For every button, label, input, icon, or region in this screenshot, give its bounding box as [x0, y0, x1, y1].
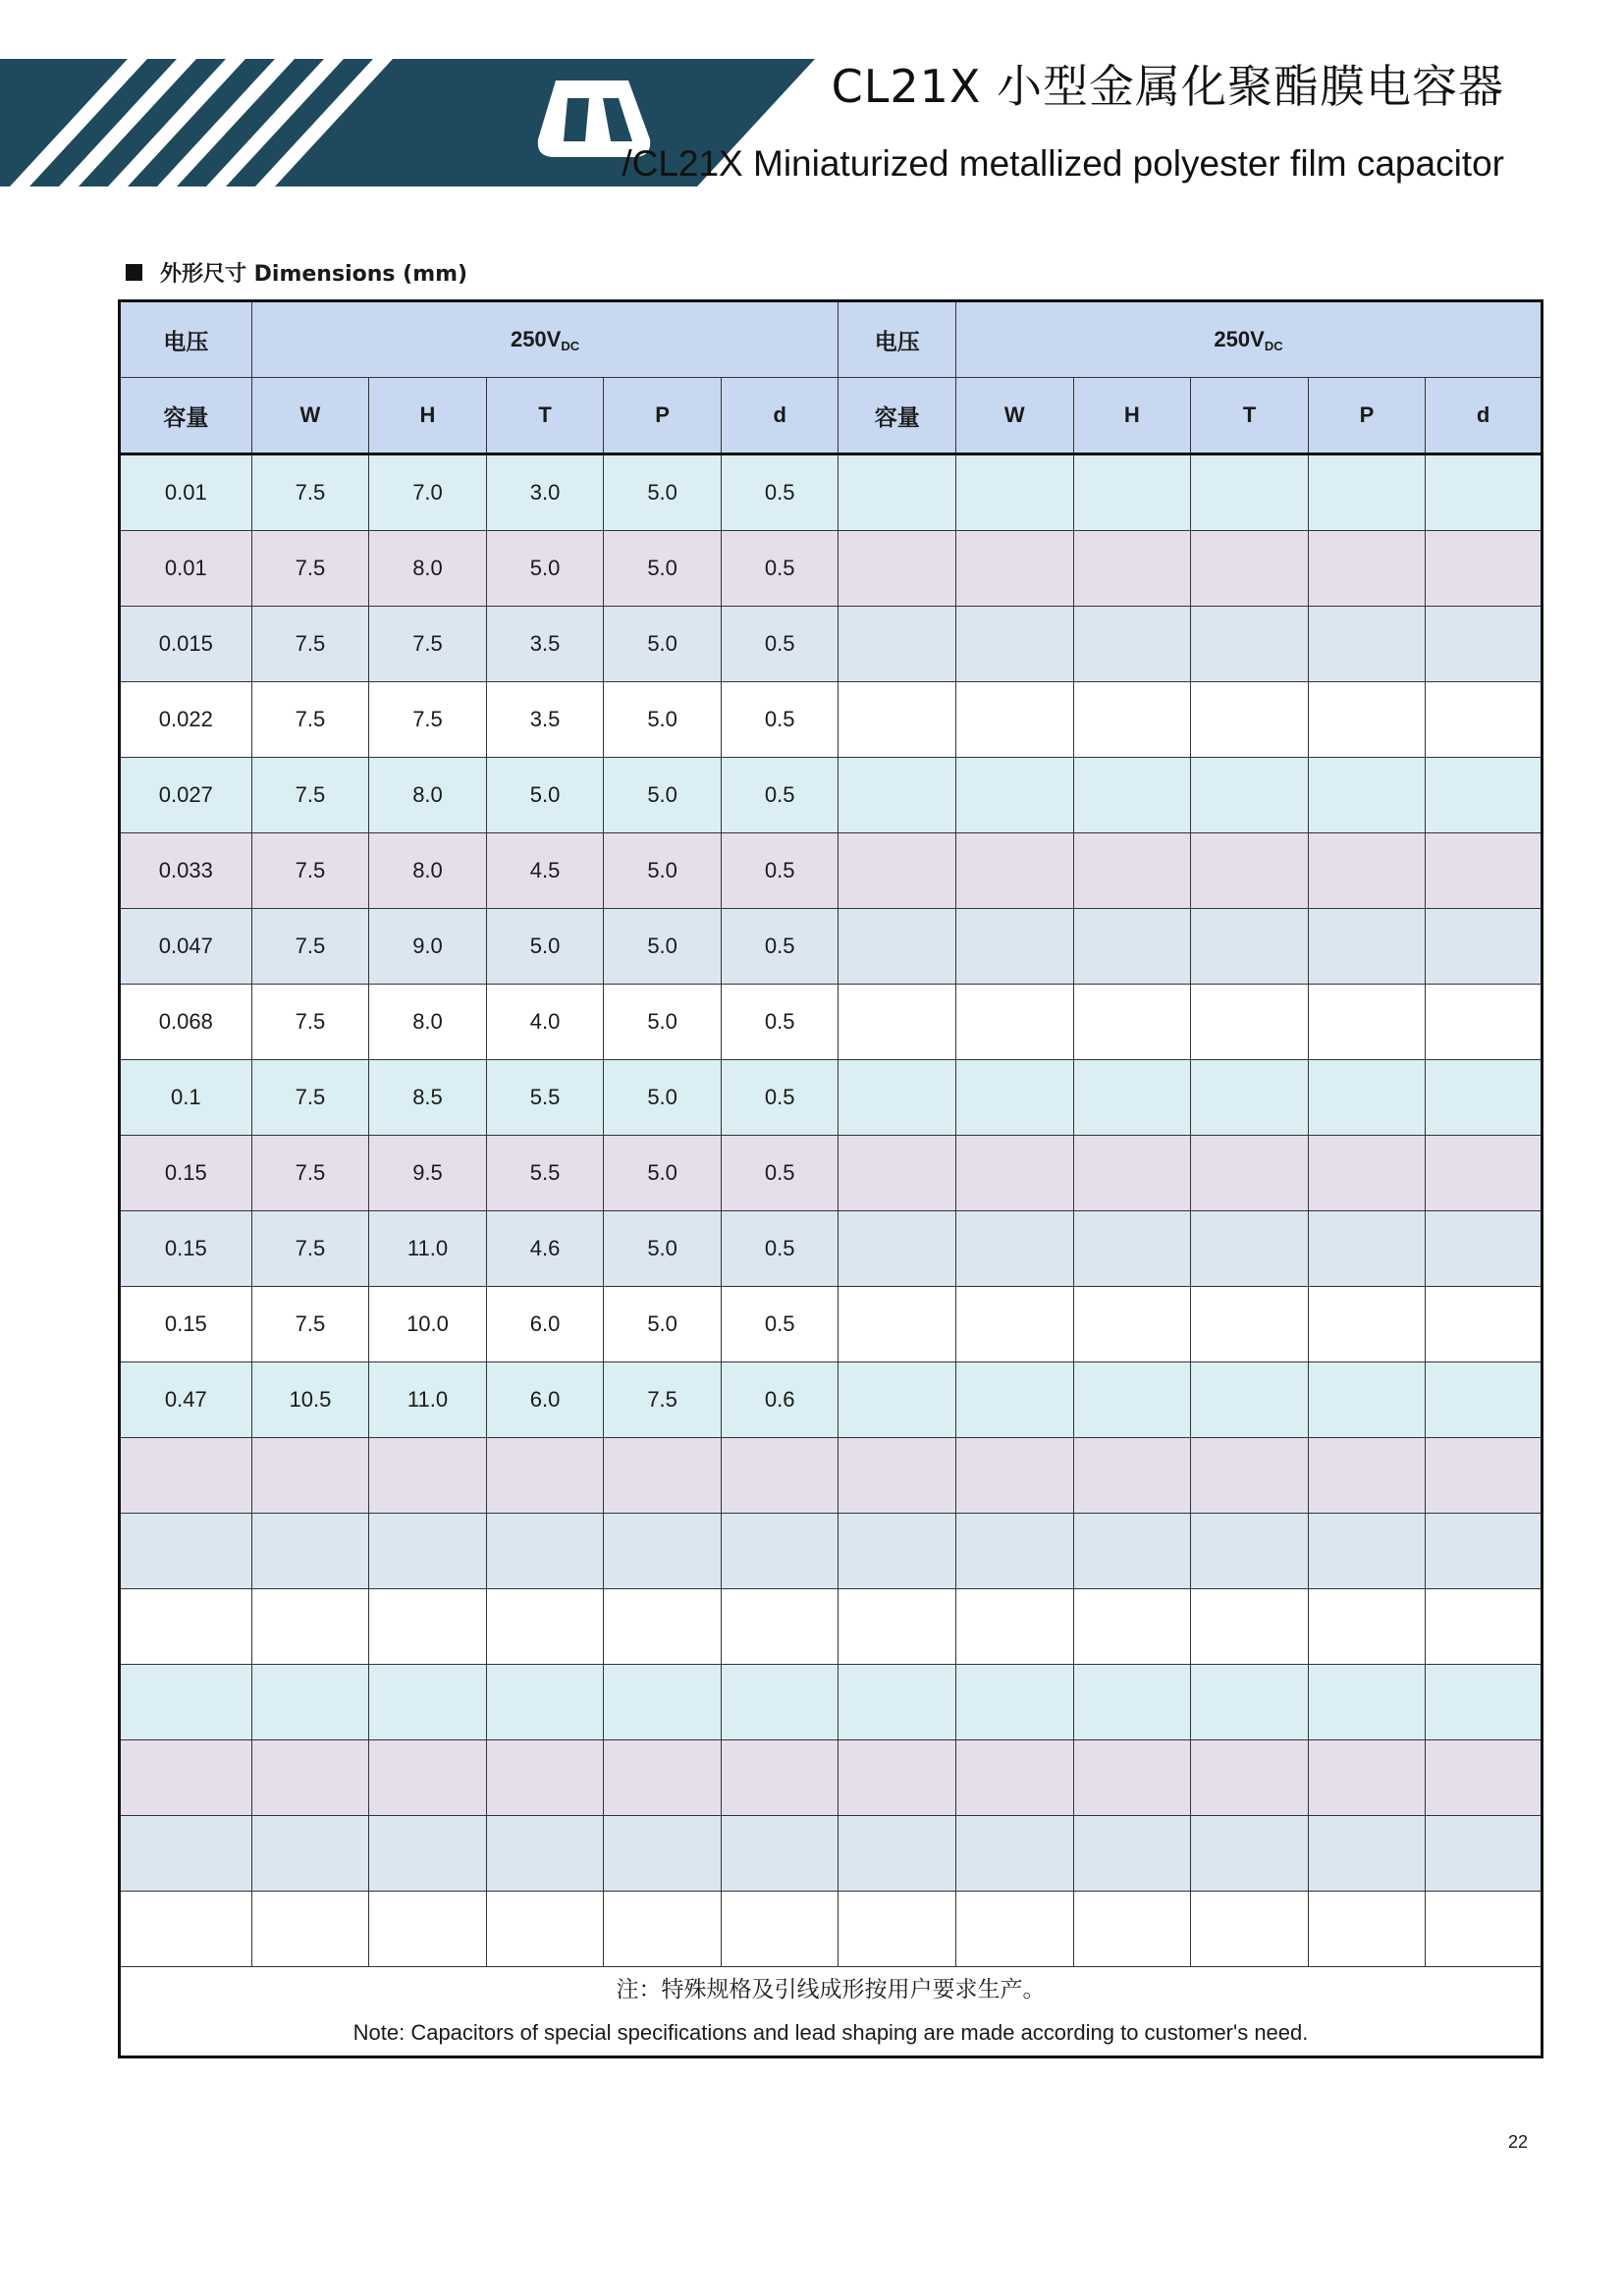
table-cell — [1073, 1287, 1191, 1362]
table-cell — [604, 1816, 722, 1892]
table-cell — [1073, 909, 1191, 985]
note-row — [120, 1967, 1543, 2057]
table-cell — [839, 1816, 956, 1892]
table-cell — [1426, 758, 1543, 833]
col-w-left: W — [251, 378, 369, 454]
table-cell: 7.5 — [251, 682, 369, 758]
table-cell: 8.0 — [369, 531, 487, 607]
table-cell — [721, 1514, 839, 1589]
table-cell — [839, 682, 956, 758]
table-cell — [1073, 454, 1191, 531]
table-cell — [956, 1438, 1074, 1514]
capacity-cell — [120, 1589, 252, 1665]
table-cell: 3.0 — [486, 454, 604, 531]
col-p-right: P — [1308, 378, 1426, 454]
table-cell: 5.5 — [486, 1136, 604, 1211]
col-t-left: T — [486, 378, 604, 454]
voltage-label-right: 电压 — [839, 301, 956, 378]
table-cell: 5.0 — [486, 531, 604, 607]
table-cell — [1073, 1665, 1191, 1740]
table-cell: 9.5 — [369, 1136, 487, 1211]
table-cell: 6.0 — [486, 1362, 604, 1438]
voltage-label-left: 电压 — [120, 301, 252, 378]
table-cell — [604, 1892, 722, 1967]
table-cell — [1426, 1211, 1543, 1287]
table-row — [120, 607, 1543, 682]
voltage-header-row — [120, 301, 1543, 378]
table-cell — [721, 1438, 839, 1514]
table-cell — [956, 1211, 1074, 1287]
table-cell — [956, 1892, 1074, 1967]
table-cell: 7.5 — [251, 531, 369, 607]
table-cell — [956, 1816, 1074, 1892]
table-cell — [839, 833, 956, 909]
table-cell — [839, 909, 956, 985]
table-cell — [1073, 758, 1191, 833]
table-row — [120, 1665, 1543, 1740]
table-cell — [1308, 1211, 1426, 1287]
table-cell — [1308, 1438, 1426, 1514]
table-cell: 7.5 — [251, 1136, 369, 1211]
table-cell — [1426, 682, 1543, 758]
table-row — [120, 1060, 1543, 1136]
table-cell: 7.5 — [251, 1060, 369, 1136]
table-cell — [1308, 454, 1426, 531]
table-cell: 3.5 — [486, 607, 604, 682]
table-cell — [1073, 1211, 1191, 1287]
table-cell — [1191, 1136, 1309, 1211]
page-title-cn: CL21X 小型金属化聚酯膜电容器 — [831, 60, 1504, 113]
table-cell — [1191, 833, 1309, 909]
table-cell — [369, 1514, 487, 1589]
table-cell: 3.5 — [486, 682, 604, 758]
table-cell: 5.0 — [486, 758, 604, 833]
table-cell: 5.0 — [604, 909, 722, 985]
table-cell — [1073, 1136, 1191, 1211]
section-heading — [126, 257, 467, 288]
table-cell — [1191, 531, 1309, 607]
table-cell — [1073, 607, 1191, 682]
col-d-right: d — [1426, 378, 1543, 454]
col-h-left: H — [369, 378, 487, 454]
table-cell: 5.0 — [604, 1211, 722, 1287]
table-cell — [839, 1438, 956, 1514]
table-cell — [1426, 1287, 1543, 1362]
table-cell: 7.5 — [251, 909, 369, 985]
capacity-cell — [120, 1438, 252, 1514]
table-cell — [1426, 1514, 1543, 1589]
table-cell — [1426, 531, 1543, 607]
table-cell — [1308, 1060, 1426, 1136]
table-cell — [604, 1438, 722, 1514]
table-cell: 7.5 — [251, 1287, 369, 1362]
square-bullet-icon — [126, 264, 142, 281]
table-cell — [839, 1514, 956, 1589]
dimensions-table — [118, 299, 1543, 2058]
table-cell: 0.5 — [721, 682, 839, 758]
table-cell — [1191, 1211, 1309, 1287]
table-cell — [369, 1740, 487, 1816]
capacity-cell — [120, 1665, 252, 1740]
note-en: Note: Capacitors of special specifications and lead shaping are made according to customer's need. — [352, 2020, 1309, 2045]
table-row — [120, 1362, 1543, 1438]
table-cell — [1191, 1514, 1309, 1589]
capacity-cell — [120, 1514, 252, 1589]
table-cell — [956, 1740, 1074, 1816]
table-cell: 5.0 — [604, 1136, 722, 1211]
table-cell: 0.5 — [721, 1136, 839, 1211]
table-cell — [1073, 1362, 1191, 1438]
table-cell — [1308, 1287, 1426, 1362]
table-cell — [251, 1514, 369, 1589]
table-cell: 0.5 — [721, 909, 839, 985]
table-row — [120, 1136, 1543, 1211]
column-header-row — [120, 378, 1543, 454]
table-cell — [1426, 1589, 1543, 1665]
table-cell: 5.0 — [604, 531, 722, 607]
table-cell — [1426, 833, 1543, 909]
table-cell — [1191, 1589, 1309, 1665]
table-cell — [956, 833, 1074, 909]
capacity-cell: 0.47 — [120, 1362, 252, 1438]
table-cell — [1426, 909, 1543, 985]
table-cell: 5.5 — [486, 1060, 604, 1136]
table-cell: 4.5 — [486, 833, 604, 909]
table-cell: 10.5 — [251, 1362, 369, 1438]
table-cell — [1073, 985, 1191, 1060]
capacity-cell: 0.033 — [120, 833, 252, 909]
table-cell — [1308, 1362, 1426, 1438]
capacity-label-right: 容量 — [839, 378, 956, 454]
table-cell — [1426, 1060, 1543, 1136]
table-cell: 8.0 — [369, 758, 487, 833]
table-cell — [486, 1892, 604, 1967]
table-cell — [1191, 682, 1309, 758]
table-cell — [1308, 682, 1426, 758]
table-row — [120, 1892, 1543, 1967]
table-cell — [956, 1514, 1074, 1589]
col-h-right: H — [1073, 378, 1191, 454]
table-cell — [486, 1816, 604, 1892]
capacity-cell: 0.015 — [120, 607, 252, 682]
table-cell: 0.5 — [721, 1060, 839, 1136]
capacity-cell: 0.068 — [120, 985, 252, 1060]
table-cell — [1308, 1665, 1426, 1740]
table-cell — [721, 1665, 839, 1740]
table-cell — [1191, 607, 1309, 682]
capacity-cell: 0.022 — [120, 682, 252, 758]
table-cell — [1308, 1892, 1426, 1967]
table-cell — [486, 1665, 604, 1740]
table-cell — [1073, 1892, 1191, 1967]
table-cell — [486, 1740, 604, 1816]
table-cell — [721, 1589, 839, 1665]
table-cell — [839, 1211, 956, 1287]
col-d-left: d — [721, 378, 839, 454]
table-cell — [1191, 909, 1309, 985]
table-cell — [369, 1892, 487, 1967]
table-cell — [1426, 454, 1543, 531]
note-cell — [120, 1967, 1543, 2057]
table-cell — [721, 1892, 839, 1967]
voltage-value-right: $250V_{DC}$ — [956, 301, 1543, 378]
table-cell — [1191, 985, 1309, 1060]
table-cell: 8.5 — [369, 1060, 487, 1136]
table-cell — [1191, 1665, 1309, 1740]
capacity-cell: 0.027 — [120, 758, 252, 833]
table-cell — [839, 1589, 956, 1665]
table-cell: 7.5 — [251, 607, 369, 682]
table-cell: 0.5 — [721, 985, 839, 1060]
table-cell — [251, 1665, 369, 1740]
section-title: 外形尺寸 Dimensions (mm) — [160, 262, 468, 287]
capacity-cell: 0.01 — [120, 531, 252, 607]
table-cell — [1073, 531, 1191, 607]
table-cell: 7.5 — [251, 1211, 369, 1287]
table-row — [120, 985, 1543, 1060]
table-cell: 7.5 — [251, 833, 369, 909]
table-cell: 11.0 — [369, 1362, 487, 1438]
table-cell — [956, 1136, 1074, 1211]
table-cell — [956, 1362, 1074, 1438]
table-cell — [1308, 1589, 1426, 1665]
table-cell — [1426, 1665, 1543, 1740]
table-cell — [721, 1740, 839, 1816]
table-cell: 7.5 — [251, 758, 369, 833]
table-cell — [1426, 1892, 1543, 1967]
table-cell: 0.5 — [721, 607, 839, 682]
table-cell — [1191, 1060, 1309, 1136]
table-cell: 4.0 — [486, 985, 604, 1060]
table-cell — [1191, 1362, 1309, 1438]
table-cell: 0.5 — [721, 1287, 839, 1362]
table-row — [120, 909, 1543, 985]
capacity-cell — [120, 1740, 252, 1816]
table-cell — [956, 454, 1074, 531]
table-cell — [839, 758, 956, 833]
table-cell — [1308, 531, 1426, 607]
col-p-left: P — [604, 378, 722, 454]
table-cell — [369, 1816, 487, 1892]
table-cell — [721, 1816, 839, 1892]
table-cell — [369, 1665, 487, 1740]
table-cell — [486, 1438, 604, 1514]
table-cell — [1308, 909, 1426, 985]
capacity-cell: 0.047 — [120, 909, 252, 985]
note-cn: 注：特殊规格及引线成形按用户要求生产。 — [616, 1977, 1046, 2002]
table-cell — [1308, 1136, 1426, 1211]
table-cell — [956, 1665, 1074, 1740]
table-cell — [956, 1589, 1074, 1665]
table-cell: 7.5 — [604, 1362, 722, 1438]
table-cell — [1308, 758, 1426, 833]
table-cell: 7.5 — [369, 607, 487, 682]
table-cell — [369, 1589, 487, 1665]
table-cell — [1308, 1514, 1426, 1589]
table-cell: 0.5 — [721, 833, 839, 909]
table-cell — [839, 531, 956, 607]
table-cell — [1191, 1287, 1309, 1362]
table-cell: 10.0 — [369, 1287, 487, 1362]
table-cell — [604, 1665, 722, 1740]
table-cell — [1308, 833, 1426, 909]
table-row — [120, 1211, 1543, 1287]
table-cell — [1073, 833, 1191, 909]
table-cell: 0.5 — [721, 758, 839, 833]
table-cell — [956, 985, 1074, 1060]
table-cell — [839, 1287, 956, 1362]
table-cell — [1073, 682, 1191, 758]
table-cell — [956, 909, 1074, 985]
table-cell — [1073, 1816, 1191, 1892]
table-cell — [1308, 607, 1426, 682]
table-cell — [1426, 607, 1543, 682]
table-cell — [1308, 985, 1426, 1060]
col-w-right: W — [956, 378, 1074, 454]
voltage-value-left: $250V_{DC}$ — [251, 301, 839, 378]
table-cell — [1191, 758, 1309, 833]
table-cell — [1426, 985, 1543, 1060]
table-cell — [1191, 1740, 1309, 1816]
table-cell — [1191, 1816, 1309, 1892]
page-number: 22 — [1508, 2132, 1529, 2152]
table-row — [120, 454, 1543, 531]
table-cell — [251, 1816, 369, 1892]
table-cell — [1308, 1740, 1426, 1816]
table-cell: 5.0 — [604, 1060, 722, 1136]
table-cell — [251, 1438, 369, 1514]
table-cell — [1073, 1514, 1191, 1589]
table-cell: 5.0 — [604, 607, 722, 682]
table-cell — [839, 1665, 956, 1740]
table-cell — [1426, 1136, 1543, 1211]
table-row — [120, 531, 1543, 607]
table-cell — [251, 1589, 369, 1665]
table-row — [120, 833, 1543, 909]
table-cell: 5.0 — [486, 909, 604, 985]
table-cell: 5.0 — [604, 833, 722, 909]
table-cell: 11.0 — [369, 1211, 487, 1287]
table-row — [120, 1589, 1543, 1665]
table-row — [120, 682, 1543, 758]
table-row — [120, 1287, 1543, 1362]
capacity-cell: 0.15 — [120, 1287, 252, 1362]
table-cell: 5.0 — [604, 454, 722, 531]
table-cell — [1426, 1362, 1543, 1438]
table-cell — [604, 1740, 722, 1816]
capacity-cell: 0.15 — [120, 1211, 252, 1287]
table-cell — [956, 1287, 1074, 1362]
table-cell: 0.6 — [721, 1362, 839, 1438]
table-cell — [604, 1514, 722, 1589]
table-cell: 7.5 — [251, 985, 369, 1060]
table-cell — [956, 531, 1074, 607]
table-cell — [1073, 1589, 1191, 1665]
col-t-right: T — [1191, 378, 1309, 454]
table-cell — [1191, 454, 1309, 531]
table-cell: 5.0 — [604, 985, 722, 1060]
table-cell: 4.6 — [486, 1211, 604, 1287]
capacity-cell — [120, 1816, 252, 1892]
table-cell — [251, 1892, 369, 1967]
table-row — [120, 758, 1543, 833]
table-cell — [1191, 1438, 1309, 1514]
table-cell — [839, 985, 956, 1060]
table-cell — [1308, 1816, 1426, 1892]
table-row — [120, 1740, 1543, 1816]
table-cell: 0.5 — [721, 454, 839, 531]
table-cell — [839, 454, 956, 531]
table-cell — [1191, 1892, 1309, 1967]
table-row — [120, 1816, 1543, 1892]
table-cell: 8.0 — [369, 985, 487, 1060]
table-cell — [1426, 1816, 1543, 1892]
table-cell — [956, 1060, 1074, 1136]
table-cell — [1073, 1060, 1191, 1136]
table-cell — [956, 758, 1074, 833]
table-cell — [839, 1362, 956, 1438]
table-cell: 0.5 — [721, 531, 839, 607]
table-cell — [839, 1740, 956, 1816]
table-cell — [604, 1589, 722, 1665]
table-cell — [251, 1740, 369, 1816]
table-cell: 5.0 — [604, 1287, 722, 1362]
table-cell — [369, 1438, 487, 1514]
table-cell: 5.0 — [604, 758, 722, 833]
table-cell — [839, 1136, 956, 1211]
table-row — [120, 1438, 1543, 1514]
table-row — [120, 1514, 1543, 1589]
table-cell — [839, 607, 956, 682]
capacity-cell: 0.01 — [120, 454, 252, 531]
table-cell: 0.5 — [721, 1211, 839, 1287]
table-cell — [486, 1514, 604, 1589]
table-cell: 6.0 — [486, 1287, 604, 1362]
table-cell — [839, 1892, 956, 1967]
capacity-label-left: 容量 — [120, 378, 252, 454]
table-cell — [486, 1589, 604, 1665]
table-cell: 7.0 — [369, 454, 487, 531]
table-cell — [1426, 1740, 1543, 1816]
table-cell — [839, 1060, 956, 1136]
table-cell — [956, 607, 1074, 682]
table-cell: 7.5 — [251, 454, 369, 531]
table-cell — [1073, 1438, 1191, 1514]
capacity-cell: 0.1 — [120, 1060, 252, 1136]
table-cell: 9.0 — [369, 909, 487, 985]
table-cell: 7.5 — [369, 682, 487, 758]
table-cell: 8.0 — [369, 833, 487, 909]
table-cell: 5.0 — [604, 682, 722, 758]
capacity-cell — [120, 1892, 252, 1967]
table-cell — [1426, 1438, 1543, 1514]
capacity-cell: 0.15 — [120, 1136, 252, 1211]
page-title-en: /CL21X Miniaturized metallized polyester film capacitor — [622, 143, 1504, 184]
table-cell — [956, 682, 1074, 758]
table-cell — [1073, 1740, 1191, 1816]
